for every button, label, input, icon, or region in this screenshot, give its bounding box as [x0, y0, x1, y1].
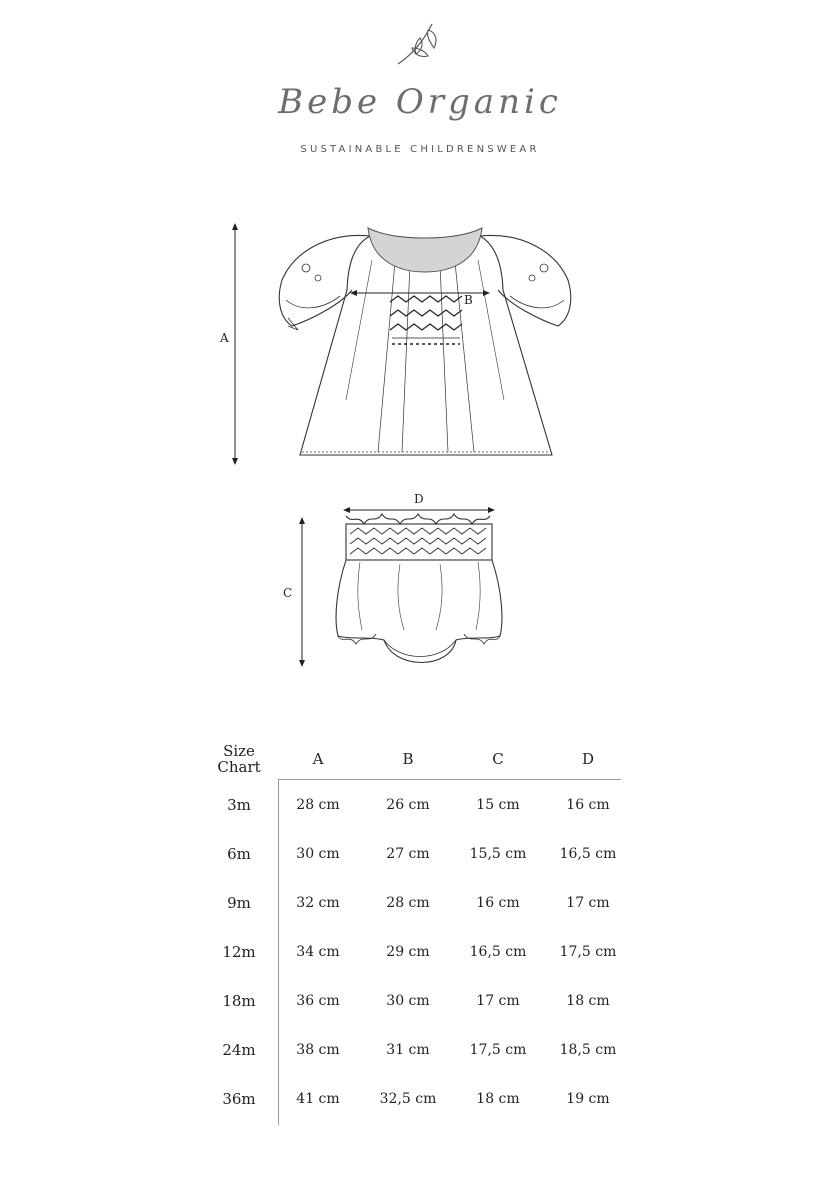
table-cell: 28 cm	[296, 796, 340, 813]
table-cell: 27 cm	[386, 845, 430, 862]
table-cell: 32,5 cm	[379, 1090, 437, 1107]
table-row	[205, 780, 633, 829]
size-label: 3m	[227, 795, 251, 814]
smocking-panel	[390, 296, 462, 344]
dimension-a-label: A	[220, 331, 229, 345]
table-cell: 17,5 cm	[469, 1041, 527, 1058]
table-cell: 36 cm	[296, 992, 340, 1009]
table-cell: 31 cm	[386, 1041, 430, 1058]
dress-collar	[368, 228, 482, 272]
size-label: 12m	[222, 942, 256, 961]
column-header-b: B	[402, 750, 414, 768]
column-header-c: C	[492, 750, 504, 768]
table-cell: 18 cm	[476, 1090, 520, 1107]
size-chart-header-row	[205, 738, 633, 780]
table-cell: 30 cm	[386, 992, 430, 1009]
dimension-b-label: B	[464, 293, 473, 307]
table-cell: 38 cm	[296, 1041, 340, 1058]
table-cell: 17,5 cm	[559, 943, 617, 960]
dimension-c-label: C	[283, 586, 293, 600]
table-row-header-divider	[278, 779, 279, 1125]
size-chart-corner-label	[205, 738, 273, 780]
brand-tagline: SUSTAINABLE CHILDRENSWEAR	[300, 144, 540, 155]
table-row	[205, 878, 633, 927]
table-row	[205, 927, 633, 976]
bloomer-drawing	[336, 514, 502, 663]
column-header-d: D	[581, 750, 595, 768]
table-cell: 30 cm	[296, 845, 340, 862]
table-cell: 15 cm	[476, 796, 520, 813]
table-cell: 16,5 cm	[559, 845, 617, 862]
dimension-d-label: D	[414, 492, 424, 506]
table-cell: 16 cm	[566, 796, 610, 813]
column-header-a: A	[312, 750, 324, 768]
table-row	[205, 976, 633, 1025]
table-row	[205, 1074, 633, 1123]
corner-label-line2: Chart	[217, 758, 261, 776]
table-cell: 17 cm	[566, 894, 610, 911]
corner-label-line1: Size	[223, 742, 255, 760]
size-chart-table	[205, 738, 633, 1123]
table-cell: 16 cm	[476, 894, 520, 911]
table-cell: 19 cm	[566, 1090, 610, 1107]
table-header-divider	[279, 779, 621, 780]
table-cell: 28 cm	[386, 894, 430, 911]
table-row	[205, 829, 633, 878]
table-cell: 34 cm	[296, 943, 340, 960]
size-label: 36m	[222, 1089, 256, 1108]
table-cell: 15,5 cm	[469, 845, 527, 862]
size-label: 18m	[222, 991, 256, 1010]
table-cell: 18,5 cm	[559, 1041, 617, 1058]
size-label: 24m	[222, 1040, 256, 1059]
size-label: 6m	[227, 844, 251, 863]
table-cell: 18 cm	[566, 992, 610, 1009]
table-cell: 32 cm	[296, 894, 340, 911]
size-label: 9m	[227, 893, 251, 912]
table-cell: 17 cm	[476, 992, 520, 1009]
table-row	[205, 1025, 633, 1074]
table-cell: 29 cm	[386, 943, 430, 960]
table-cell: 26 cm	[386, 796, 430, 813]
table-cell: 16,5 cm	[469, 943, 527, 960]
table-cell: 41 cm	[296, 1090, 340, 1107]
brand-name: Bebe Organic	[278, 82, 562, 122]
bloomer-smocking	[350, 528, 486, 554]
